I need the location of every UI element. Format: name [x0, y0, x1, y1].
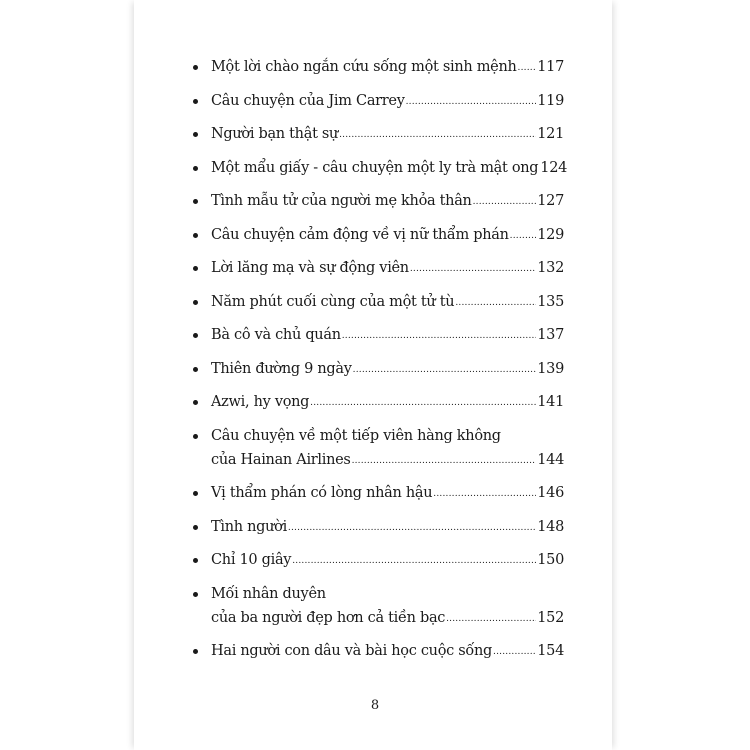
- bullet-icon: [193, 367, 198, 372]
- toc-entry-line: [211, 189, 564, 215]
- bullet-icon: [193, 333, 198, 338]
- toc-entry-page: 152: [537, 609, 564, 626]
- dot-leader: [493, 638, 536, 664]
- toc-entry-title: của ba người đẹp hơn cả tiền bạc: [211, 609, 446, 626]
- toc-entry-page: 135: [537, 293, 564, 310]
- toc-entry-line: [211, 156, 568, 182]
- toc-entry-title: của Hainan Airlines: [211, 451, 351, 468]
- toc-entry-line: [211, 639, 564, 665]
- toc-entry-line: [211, 290, 564, 316]
- dot-leader: [518, 54, 537, 80]
- toc-entry-page: 139: [537, 360, 564, 377]
- toc-entry-line: [211, 390, 564, 416]
- toc-entry: [190, 122, 564, 148]
- toc-entry-page: 148: [537, 518, 564, 535]
- bullet-icon: [193, 491, 198, 496]
- toc-entry: [190, 582, 564, 632]
- toc-entry-line: [211, 424, 564, 448]
- toc-entry-page: 127: [537, 193, 564, 209]
- toc-entry-page: 146: [537, 485, 564, 501]
- toc-entry: [190, 156, 568, 182]
- toc-entry: [190, 639, 564, 665]
- toc-entry-line: [211, 122, 564, 148]
- toc-entry-line: [211, 481, 564, 507]
- toc-entry: [190, 357, 564, 383]
- toc-entry: [190, 89, 564, 115]
- dot-leader: [339, 121, 536, 147]
- toc-entry: [190, 515, 564, 541]
- toc-entry: [190, 55, 564, 81]
- page-number-footer: 8: [370, 698, 380, 713]
- bullet-icon: [193, 266, 198, 271]
- toc-entry-line: [211, 582, 564, 606]
- toc-entry-title: Vị thẩm phán có lòng nhân hậu: [211, 485, 433, 501]
- toc-entry-title: Bà cô và chủ quán: [211, 327, 341, 343]
- toc-entry-page: 137: [537, 327, 564, 343]
- toc-entry-page: 121: [537, 126, 564, 142]
- bullet-icon: [193, 132, 198, 137]
- toc-entry: [190, 290, 564, 316]
- bullet-icon: [193, 65, 198, 70]
- bullet-icon: [193, 649, 198, 654]
- table-of-contents: [190, 55, 568, 673]
- background-right: [612, 0, 750, 750]
- dot-leader: [406, 88, 537, 114]
- dot-leader: [352, 447, 537, 473]
- toc-entry-title: Azwi, hy vọng: [211, 394, 310, 410]
- dot-leader: [310, 389, 536, 415]
- dot-leader: [473, 188, 537, 214]
- background-left: [0, 0, 134, 750]
- toc-entry: [190, 189, 564, 215]
- toc-entry-page: 154: [537, 643, 564, 659]
- toc-entry-page: 129: [537, 226, 564, 243]
- dot-leader: [410, 255, 536, 281]
- toc-entry-title: Mối nhân duyên: [211, 585, 326, 602]
- toc-entry-title: Một lời chào ngắn cứu sống một sinh mệnh: [211, 59, 517, 75]
- toc-entry-page: 141: [537, 394, 564, 410]
- toc-entry-line: [211, 323, 564, 349]
- toc-entry-page: 124: [540, 159, 568, 176]
- toc-entry-page: 132: [537, 260, 564, 276]
- toc-entry-title: Tình người: [211, 518, 287, 535]
- bullet-icon: [193, 592, 198, 597]
- toc-entry-title: Câu chuyện của Jim Carrey: [211, 92, 405, 109]
- bullet-icon: [193, 233, 198, 238]
- dot-leader: [446, 605, 536, 631]
- dot-leader: [433, 480, 536, 506]
- toc-entry-title: Câu chuyện về một tiếp viên hàng không: [211, 427, 501, 444]
- dot-leader: [455, 289, 536, 315]
- bullet-icon: [193, 99, 198, 104]
- toc-entry: [190, 256, 564, 282]
- toc-entry-line: [211, 223, 564, 249]
- toc-entry-title: Chỉ 10 giây: [211, 552, 292, 568]
- toc-entry: [190, 223, 564, 249]
- toc-entry: [190, 390, 564, 416]
- dot-leader: [288, 514, 536, 540]
- toc-entry: [190, 323, 564, 349]
- bullet-icon: [193, 525, 198, 530]
- toc-entry-line: [211, 606, 564, 632]
- toc-entry-title: Câu chuyện cảm động về vị nữ thẩm phán: [211, 226, 509, 243]
- dot-leader: [510, 222, 537, 248]
- toc-entry-line: [211, 548, 564, 574]
- toc-entry-line: [211, 357, 564, 383]
- toc-entry-page: 117: [537, 59, 564, 75]
- toc-entry-line: [211, 256, 564, 282]
- toc-entry-title: Lời lăng mạ và sự động viên: [211, 260, 409, 276]
- toc-entry: [190, 424, 564, 474]
- toc-entry-title: Một mẩu giấy - câu chuyện một ly trà mật ong: [211, 159, 539, 176]
- dot-leader: [292, 547, 536, 573]
- toc-entry-title: Thiên đường 9 ngày: [211, 360, 352, 377]
- toc-entry-line: [211, 89, 564, 115]
- toc-entry-title: Người bạn thật sự: [211, 126, 339, 142]
- bullet-icon: [193, 400, 198, 405]
- toc-entry-title: Năm phút cuối cùng của một tử tù: [211, 293, 455, 310]
- dot-leader: [342, 322, 536, 348]
- toc-entry-page: 119: [537, 92, 564, 109]
- toc-entry: [190, 548, 564, 574]
- toc-entry-title: Hai người con dâu và bài học cuộc sống: [211, 643, 493, 659]
- toc-entry-line: [211, 448, 564, 474]
- toc-entry: [190, 481, 564, 507]
- bullet-icon: [193, 166, 198, 171]
- bullet-icon: [193, 434, 198, 439]
- bullet-icon: [193, 558, 198, 563]
- bullet-icon: [193, 199, 198, 204]
- toc-entry-page: 150: [537, 552, 564, 568]
- toc-entry-title: Tình mẫu tử của người mẹ khỏa thân: [211, 193, 472, 209]
- toc-entry-page: 144: [537, 451, 564, 468]
- bullet-icon: [193, 300, 198, 305]
- toc-entry-line: [211, 55, 564, 81]
- dot-leader: [353, 356, 537, 382]
- toc-entry-line: [211, 515, 564, 541]
